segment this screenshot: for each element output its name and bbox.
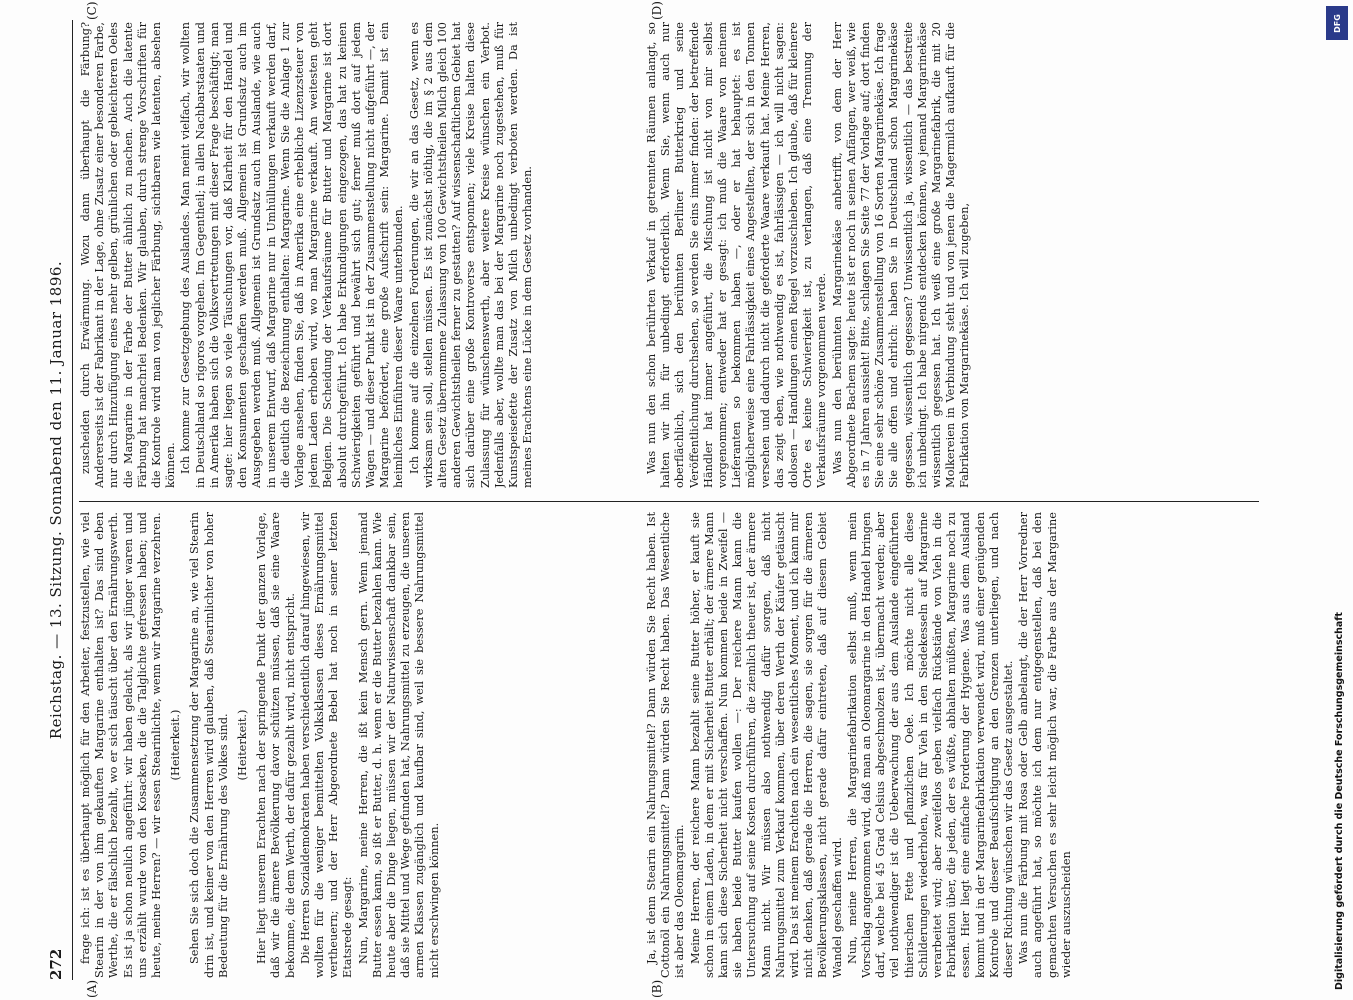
paragraph: zuscheiden durch Erwärmung. Wozu dann überhaupt die Färbung? Andererseits ist der Fabrikant in der Lage, ohne Zusatz einer besonderen Farbe, nur durch Hinzufügung eines mehr gelben, grünlichen oder gebleichteren Oeles die Margarine in der Farbe der Butter ähnlich zu machen. Auch die latente Färbung hat manchrlei Bedenken. Wir glauben, durch strenge Vorschriften für die Kontrole wird man von jeglicher Färbung, sichtbaren wie latenten, absehen können.	[79, 22, 178, 488]
column-right-bottom	[645, 22, 1265, 488]
dfg-logo: DFG	[1326, 6, 1348, 40]
column-divider	[79, 501, 1259, 502]
page-number: 272	[47, 948, 65, 980]
interjection: (Heiterkeit.)	[169, 709, 183, 781]
running-title: Reichstag. — 13. Sitzung. Sonnabend den 11. Januar 1896.	[47, 260, 65, 740]
digitization-notice: Digitalisierung gefördert durch die Deutsche Forschungsgemeinschaft	[1334, 612, 1345, 990]
column-left-bottom	[645, 512, 1265, 978]
paragraph: Sehen Sie sich doch die Zusammensetzung der Margarine an, wie viel Stearin drin ist, und keiner von den Herren wird glauben, daß Stearinlichter von hoher Bedeutung für die Ernährung des Volkes sind.	[188, 512, 230, 978]
paragraph: Nun, meine Herren, die Margarinefabrikation selbst muß, wenn mein Vorschlag angenommen wird, daß man an Oleomargarine in den Handel bringen darf, welche bei 45 Grad Celsius abgeschmolzen ist, übermacht werden; aber viel nothwendiger ist die Ueberwachung der aus dem Auslande eingeführten thierischen Fette und pflanzlichen Oele. Ich möchte nicht alle diese Schilderungen wiederholen, was für Vieh in den Siedekesseln auf Margarine verarbeitet wird; aber zweifellos geben vielfach Rückstände von Vieh in die Fabrikation über, die jeden, der es wüßte, abhalten müßten, Margarine noch zu essen. Hier liegt eine einfache Forderung der Hygiene. Was aus dem Ausland kommt und in der Margarinefabrikation verwendet wird, muß einer genügenden Kontrole und dieser Beaufsichtigung an den Grenzen unterliegen, und nach dieser Richtung wünschen wir das Gesetz ausgestaltet.	[845, 512, 1016, 978]
paragraph: Die Herren Sozialdemokraten haben verschiedentlich darauf hingewiesen, wir wollten für die weniger bemittelten Volksklassen dieses Ernährungsmittel vertheuern; und der Herr Abgeordnete Bebel hat noch in seiner letzten Etatsrede gesagt:	[298, 512, 355, 978]
paragraph: Was nun den schon berührten Verkauf in getrennten Räumen anlangt, so halten wir ihn für unbedingt erforderlich. Wenn Sie, wenn auch nur oberflächlich, sich den berühmten Berliner Butterkrieg und seine Veröffentlichung durchsehen, so werden Sie eins immer finden: der betreffende Händler hat immer angeführt, die Mischung ist nicht von mir selbst vorgenommen; entweder hat er gesagt: ich muß die Waare von meinem Lieferanten so bekommen haben —, oder er hat behauptet: es ist möglicherweise eine Fahrlässigkeit eines Angestellten, der sich in den Tonnen versehen und dadurch nicht die geforderte Waare verkauft hat. Meine Herren, das zeigt eben, wie nothwendig es ist, fahrlässigen — ich will nicht sagen: dolosen — Handlungen einen Riegel vorzuschieben. Ich glaube, daß für kleinere Orte es keine Schwierigkeit ist, zu verlangen, daß eine Trennung der Verkaufsräume vorgenommen werde.	[645, 22, 829, 488]
paragraph: Was nun die Färbung mit Rosa oder Gelb anbelangt, die der Herr Vorredner auch angeführt hat, so möchte ich dem nur entgegenstellen, daß bei den gemachten Versuchen es sehr leicht möglich war, die Farbe aus der Margarine wieder auszuscheiden	[1017, 512, 1073, 978]
header-rule	[72, 20, 73, 980]
margin-marker-d: (D)	[650, 1, 664, 20]
paragraph: Ich komme zur Gesetzgebung des Auslandes. Man meint vielfach, wir wollten in Deutschland so rigoros vorgehen. Im Gegentheil; in allen Nachbarstaaten und in Amerika haben sich die Volksvertretungen mit dieser Frage beschäftigt; man sagte: hier liegen so viele Täuschungen vor, daß Klarheit für den Handel und den Konsumenten geschaffen werden muß. Allgemein ist Grundsatz auch im Ausgegeben werden muß. Allgemein ist Grundsatz auch im Auslande, wie auch in unserem Entwurf, daß Margarine nur in Umhüllungen verkauft werden darf, die deutlich die Bezeichnung enthalten: Margarine. Wenn Sie die Anlage 1 zur Vorlage ansehen, finden Sie, daß in Amerika eine erhebliche Lizenzsteuer von jedem Laden erhoben wird, wo man Margarine verkauft. Am weitesten geht Belgien. Die Scheidung der Verkaufsräume für Butter und Margarine ist dort absolut durchgeführt. Ich habe Erkundigungen eingezogen, das hat zu keinen Schwierigkeiten geführt und bewährt sich gut; ferner muß dort auf jedem Wagen — und dieser Punkt ist in der Zusammenstellung nicht aufgeführt —, der Margarine befördert, eine große Aufschrift sein: Margarine. Damit ist ein heimliches Einführen dieser Waare unterbunden.	[179, 22, 406, 488]
column-left-top	[79, 512, 635, 978]
running-header	[47, 20, 71, 980]
interjection: (Heiterkeit.)	[236, 709, 250, 781]
digitization-stamp	[1322, 0, 1353, 1000]
paragraph: Ich komme auf die einzelnen Forderungen, die wir an das Gesetz, wenn es wirksam sein soll, stellen müssen. Es ist zunächst nöthig, die im § 2 aus dem alten Gesetz übernommene Zulassung von 100 Gewichtstheilen Milch gleich 100 anderen Gewichtstheilen ferner zu gestatten? Auf wissenschaftlichem Gebiet hat sich darüber eine große Kontroverse entsponnen; viele Kreise halten diese Zulassung für wünschenswerth, aber weitere Kreise wünschen ein Verbot. Jedenfalls aber, wollte man das bei der Margarine noch zugestehen, muß für Kunstspeisefette der Zusatz von Milch unbedingt verboten werden. Da ist meines Erachtens eine Lücke in dem Gesetz vorhanden.	[407, 22, 535, 488]
margin-marker-c: (C)	[85, 1, 99, 20]
paragraph: Nun, Margarine, meine Herren, die ißt kein Mensch gern. Wenn jemand Butter essen kann, so ißt er Butter, d. h. wenn er die Butter bezahlen kann. Wie heute aber die Dinge liegen, müssen wir der Naturwissenschaft dankbar sein, daß sie Mittel und Wege gefunden hat, Nahrungsmittel zu erzeugen, die unseren armen Klassen zugänglich und kaufbar sind, weil sie bessere Nahrungsmittel nicht erschwingen können.	[356, 512, 441, 978]
paragraph: frage ich: ist es überhaupt möglich für den Arbeiter, festzustellen, wie viel Stearin in der von ihm gekauften Margarine enthalten ist? Das sind eben Werthe, die er fälschlich bezahlt, wo er sich täuscht über den Ernährungswerth. Es ist ja schon neulich angeführt: wir haben gelacht, als wir jünger waren und uns erzählt wurde von den Kosacken, die die Talglichte gefressen haben; und heute, meine Herren? — wir essen Stearinlichte, wenn wir Margarine verzehren.	[79, 512, 164, 978]
paragraph: Meine Herren, der reichere Mann bezahlt seine Butter höher, er kauft sie schon in einem Laden, in dem er mit Sicherheit Butter erhält; der ärmere Mann kann sich diese Sicherheit nicht verschaffen. Nun kommen beide in Zweifel — sie haben beide Butter kaufen wollen —: Der reichere Mann kann die Untersuchung auf seine Kosten durchführen, die ziemlich theuer ist, der ärmere Mann nicht. Wir müssen also nothwendig dafür sorgen, daß nicht Nahrungsmittel zum Verkauf kommen, über deren Werth der Käufer getäuscht wird. Das ist meinem Erachten nach ein wesentliches Moment, und ich kann mir nicht denken, daß gerade die Herren, die sagen, sie sorgen für die ärmeren Bevölkerungsklassen, nicht gerade dafür eintreten, daß auf diesem Gebiet Wandel geschaffen wird.	[688, 512, 844, 978]
paragraph: Ja, ist denn Stearin ein Nahrungsmittel? Dann würden Sie Recht haben. Ist Cottonöl ein Nahrungsmittel? Dann würden Sie Recht haben. Das Wesentliche ist aber das Oleomargarin.	[645, 512, 687, 978]
paragraph: Was nun den berühmten Margarinekäse anbetrifft, von dem der Herr Abgeordnete Bachem sagte: heute ist er noch in seinen Anfängen, wer weiß, wie es in 7 Jahren aussieht! Bitte, schlagen Sie Seite 77 der Vorlage auf; dort finden Sie eine sehr schöne Zusammenstellung von 16 Sorten Margarinekäse. Ich frage Sie alle offen und ehrlich: haben Sie in Deutschland schon Margarinekäse gegessen, wissentlich gegessen? Unwissentlich ja, wissentlich — das bestreite ich unbedingt. Ich habe nirgends entdecken können, wo jemand Margarinekäse wissentlich gegessen hat. Ich weiß eine große Margarinefabrik, die mit 20 Molkereien in Verbindung steht und von jenen die Magermilch aufkauft für die Fabrikation von Margarinekäse. Ich will zugeben,	[830, 22, 972, 488]
margin-marker-a: (A)	[85, 979, 99, 998]
margin-marker-b: (B)	[650, 979, 664, 998]
rotated-page-content	[45, 0, 1315, 1000]
paragraph: Hier liegt unserem Erachten nach der springende Punkt der ganzen Vorlage, daß wir die ärmere Bevölkerung davor schützen müssen, daß sie eine Waare bekomme, die dem Werth, der dafür gezahlt wird, nicht entspricht.	[255, 512, 297, 978]
column-right-top	[79, 22, 635, 488]
